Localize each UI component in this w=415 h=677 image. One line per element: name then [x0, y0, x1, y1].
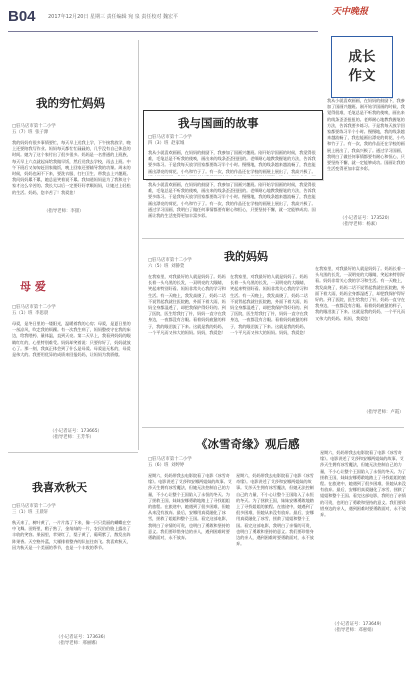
- row-divider: [142, 427, 404, 428]
- article-title: 母 爱: [20, 280, 46, 293]
- article-title: 我的妈妈: [224, 250, 268, 263]
- article-body-col2: 我从小就喜欢画画，在妈妈的鼓励下，我参加了国画兴趣班。刚开始学国画的时候，我觉得很难，毛笔总是不听我的使唤，画出来的线条歪歪扭扭的。老师耐心地教我握笔的方法，告诉我要多练习。于是我每天放学回家都要练习半个小时。慢慢地，我的线条越来越流畅了，我也能画出漂亮的荷花、小鸟和竹子了。有一次，我的作品还在学校的画展上展出了，我高兴极了。通过学习国画，我明白了做任何事情都要有耐心和恒心，只要坚持不懈，就一定能够成功。国画让我的生活变得更加丰富多彩。: [327, 98, 405, 172]
- article-title: 我喜欢秋天: [32, 481, 87, 494]
- article-body: 我从小就喜欢画画，在妈妈的鼓励下，我参加了国画兴趣班。刚开始学国画的时候，我觉得很难，毛笔总是不听我的使唤，画出来的线条歪歪扭扭的。老师耐心地教我握笔的方法，告诉我要多练习。于是我每天放学回家都要练习半个小时。慢慢地，我的线条越来越流畅了，我也能画出漂亮的荷花、小鸟和竹子了。有一次，我的作品还在学校的画展上展出了，我高兴极了。: [148, 150, 316, 174]
- article-teacher: （小记者证号：173636） （指导老师：邢丽娜）: [56, 635, 108, 647]
- article-byline: □驻马店市第十二小学 六（5）班 刘静萱: [148, 258, 192, 270]
- article-teacher: （小记者证号：173520） （指导老师：杨素）: [340, 216, 392, 228]
- article-body: 秋天来了，树叶黄了，一片片落了下来，像一只只美丽的蝴蝶在空中飞舞。田野里，稻子熟了，金灿灿的一片，农民伯伯脸上露出了丰收的笑容。果园里，苹果红了，梨子黄了，葡萄紫了，散发出阵阵果香。天空格外蓝，大雁排着整齐的队伍往南飞。我喜欢秋天，因为秋天是一个美丽的季节，也是一个丰收的季节。: [12, 520, 131, 550]
- section-tag-line-1: 成长: [348, 49, 376, 65]
- article-body: 母爱，是冬日里的一缕阳光，温暖着我的心房；母爱，是夏日里的一丝凉风，吹走我的烦躁。有一次我生病了，妈妈整夜守在我的床边，给我喂药、量体温，直到天亮。第二天早上，我看到妈妈的眼睛红红的，心里特别难受。妈妈却笑着说：只要你好了，妈妈就放心了。那一刻，我真正体会到了什么是母爱。母爱是无私的，母爱是伟大的。我要用优异的成绩来回报妈妈，让妈妈为我骄傲。: [12, 321, 131, 358]
- article-byline: □驻马店市第十二小学 五（6）班 刘婷婷: [148, 457, 192, 469]
- section-tag-line-2: 作文: [348, 68, 376, 84]
- article-teacher: （小记者证号：173665） （指导老师：王芳华）: [50, 429, 102, 441]
- article-body: 在我家里，对我最好的人就是妈妈了。妈妈长着一头乌黑的长发，一双明亮的大眼睛，笑起来特别好看。妈妈非常关心我的学习和生活。有一天晚上，我发高烧了，妈妈二话不说背起我就往医院跑，外面下着大雨，妈妈全身都湿透了，却把我保护得好好的。到了医院，医生给我打了针，妈妈一直守在我身边，一夜都没有合眼。看着妈妈疲惫的样子，我的眼泪流了下来。这就是我的妈妈，一个平凡而又伟大的妈妈。妈妈，我爱您！: [148, 274, 226, 335]
- article-byline: □驻马店市第十二小学 五（1）班 李思晨: [12, 305, 56, 317]
- row-divider: [142, 238, 404, 239]
- newspaper-logo: 天中晚报: [332, 7, 369, 17]
- article-body: 我的妈妈有很多事情要忙，每天早上送我上学，下午接我放学，晚上还要陪我写作业。妈妈每天都忙忙碌碌的，几乎没有自己休息的时间。她为了这个家付出了很多很多。妈妈是一名普通的上班族，每天早上六点就起床给我做早饭，然后送我去学校，再去上班。中午下班后又匆匆赶回家做饭，晚上回家还要辅导我的功课。周末的时候，妈妈也闲不下来，要洗衣服、打扫卫生、带我去上兴趣班。我问妈妈累不累，她总是笑着说不累。我知道妈妈是为了我和这个家才这么辛苦的。我长大以后一定要好好孝顺妈妈，让她过上轻松的生活。妈妈，您辛苦了！我爱您！: [12, 140, 131, 195]
- article-byline: □驻马店市第十二小学 四（3）班 赵家城: [148, 135, 192, 147]
- article-body: 星期六，妈妈带我去电影院看了电影《冰雪奇缘》。电影讲述了艾莎和安娜两姐妹的故事。艾莎天生拥有冰雪魔法，但她无法控制自己的力量，不小心让整个王国陷入了永恒的冬天。为了拯救王国，妹妹安娜勇敢地踏上了寻找姐姐的旅程。在旅途中，她遇到了很多困难，但她从来没有放弃。最后，安娜用真爱融化了冰雪，拯救了姐姐和整个王国。看完这部电影，我明白了亲情的可贵，也明白了勇敢和坚持的意义。我们要珍惜身边的亲人，遇到困难时要勇敢面对，永不放弃。: [148, 473, 232, 541]
- article-body-col3: 星期六，妈妈带我去电影院看了电影《冰雪奇缘》。电影讲述了艾莎和安娜两姐妹的故事。艾莎天生拥有冰雪魔法，但她无法控制自己的力量，不小心让整个王国陷入了永恒的冬天。为了拯救王国，妹妹安娜勇敢地踏上了寻找姐姐的旅程。在旅途中，她遇到了很多困难，但她从来没有放弃。最后，安娜用真爱融化了冰雪，拯救了姐姐和整个王国。看完这部电影，我明白了亲情的可贵，也明白了勇敢和坚持的意义。我们要珍惜身边的亲人，遇到困难时要勇敢面对，永不放弃。: [320, 450, 406, 518]
- article-body-col2: 在我家里，对我最好的人就是妈妈了。妈妈长着一头乌黑的长发，一双明亮的大眼睛，笑起来特别好看。妈妈非常关心我的学习和生活。有一天晚上，我发高烧了，妈妈二话不说背起我就往医院跑，外面下着大雨，妈妈全身都湿透了，却把我保护得好好的。到了医院，医生给我打了针，妈妈一直守在我身边，一夜都没有合眼。看着妈妈疲惫的样子，我的眼泪流了下来。这就是我的妈妈，一个平凡而又伟大的妈妈。妈妈，我爱您！: [230, 274, 308, 335]
- article-body-col3: 在我家里，对我最好的人就是妈妈了。妈妈长着一头乌黑的长发，一双明亮的大眼睛，笑起来特别好看。妈妈非常关心我的学习和生活。有一天晚上，我发高烧了，妈妈二话不说背起我就往医院跑，外面下着大雨，妈妈全身都湿透了，却把我保护得好好的。到了医院，医生给我打了针，妈妈一直守在我身边，一夜都没有合眼。看着妈妈疲惫的样子，我的眼泪流了下来。这就是我的妈妈，一个平凡而又伟大的妈妈。妈妈，我爱您！: [315, 266, 405, 321]
- article-byline: □驻马店市第十二小学 三（1）班 王晨轩: [12, 504, 56, 516]
- article-body-col2: 星期六，妈妈带我去电影院看了电影《冰雪奇缘》。电影讲述了艾莎和安娜两姐妹的故事。艾莎天生拥有冰雪魔法，但她无法控制自己的力量，不小心让整个王国陷入了永恒的冬天。为了拯救王国，妹妹安娜勇敢地踏上了寻找姐姐的旅程。在旅途中，她遇到了很多困难，但她从来没有放弃。最后，安娜用真爱融化了冰雪，拯救了姐姐和整个王国。看完这部电影，我明白了亲情的可贵，也明白了勇敢和坚持的意义。我们要珍惜身边的亲人，遇到困难时要勇敢面对，永不放弃。: [236, 473, 314, 547]
- article-body-cont: 我从小就喜欢画画，在妈妈的鼓励下，我参加了国画兴趣班。刚开始学国画的时候，我觉得很难，毛笔总是不听我的使唤，画出来的线条歪歪扭扭的。老师耐心地教我握笔的方法，告诉我要多练习。于是我每天放学回家都要练习半个小时。慢慢地，我的线条越来越流畅了，我也能画出漂亮的荷花、小鸟和竹子了。有一次，我的作品还在学校的画展上展出了，我高兴极了。通过学习国画，我明白了做任何事情都要有耐心和恒心，只要坚持不懈，就一定能够成功。国画让我的生活变得更加丰富多彩。: [148, 182, 316, 219]
- header-rule: [8, 31, 318, 32]
- column-divider: [138, 40, 139, 450]
- article-teacher: （小记者证号：173649） （指导老师：邓惠娟）: [332, 622, 384, 634]
- dateline: 2017年12月20日 星期三 责任编辑 宛 泉 责任校对 魏宏平: [48, 14, 178, 20]
- row-divider: [8, 452, 138, 453]
- page-header: [0, 0, 415, 36]
- article-title: 《冰雪奇缘》观后感: [196, 437, 300, 451]
- page-number: B04: [8, 8, 36, 25]
- article-title: 我的穷忙妈妈: [36, 96, 105, 110]
- article-byline: □驻马店市第十二小学 五（7）班 张子源: [12, 124, 56, 136]
- article-title: 我与国画的故事: [178, 116, 259, 130]
- section-tag: [331, 36, 393, 98]
- article-teacher: （指导老师：李甜）: [44, 209, 84, 214]
- article-teacher: （指导老师：卢霞）: [364, 410, 404, 415]
